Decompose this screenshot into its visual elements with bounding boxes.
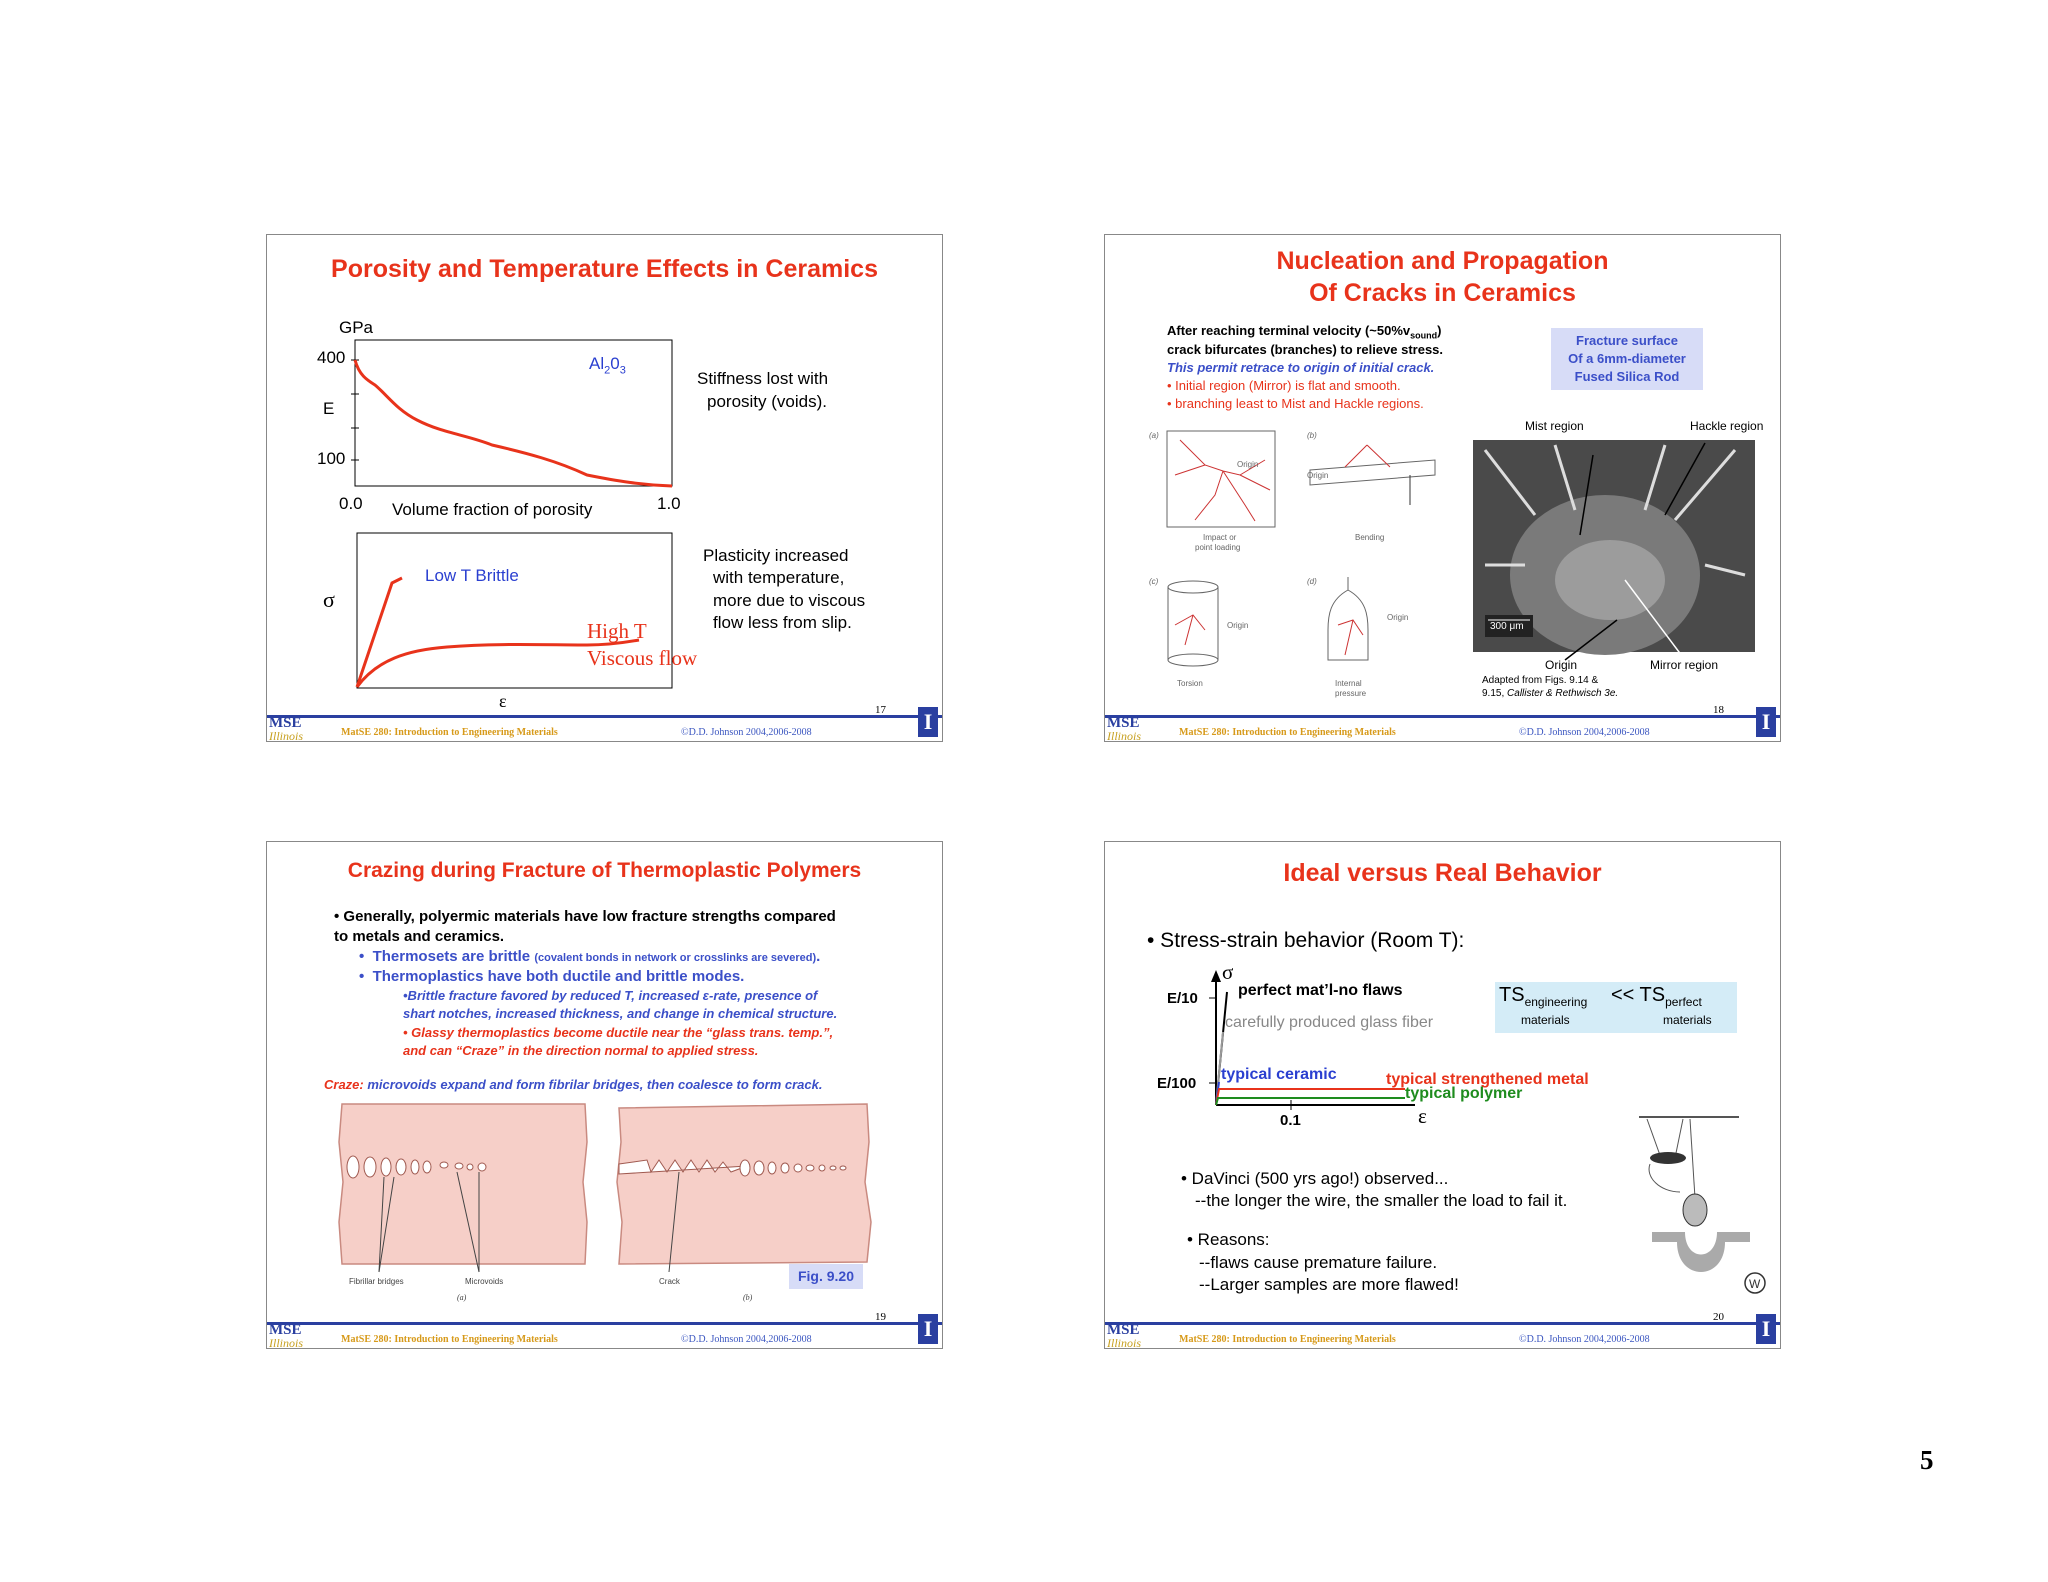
glassy-sub-2: and can “Craze” in the direction normal to applied stress. <box>403 1043 759 1058</box>
course-name: MatSE 280: Introduction to Engineering Materials <box>341 1334 558 1345</box>
adapted-caption-2: 9.15, Callister & Rethwisch 3e. <box>1482 688 1619 699</box>
glass-fiber-label: carefully produced glass fiber <box>1225 1014 1434 1031</box>
origin-region-label: Origin <box>1545 658 1578 672</box>
brittle-sub-1: •Brittle fracture favored by reduced T, increased ε-rate, presence of <box>403 988 818 1003</box>
illinois-logo: Illinois <box>269 1336 304 1349</box>
illinois-i-icon: I <box>918 1314 938 1344</box>
bifurcate-text: crack bifurcates (branches) to relieve stress. <box>1167 342 1444 357</box>
intro-line-1: • Generally, polyermic materials have low fracture strengths compared <box>334 908 836 925</box>
slide-18 <box>1104 234 1781 742</box>
course-name: MatSE 280: Introduction to Engineering Materials <box>1179 727 1396 738</box>
materials-label-2: materials <box>1663 1013 1712 1027</box>
x-axis-label: Volume fraction of porosity <box>392 500 593 519</box>
epsilon-label: ε <box>1418 1104 1427 1128</box>
velocity-text: After reaching terminal velocity $(\sim 50\%v_{sound})$ <box>1167 323 1442 341</box>
slide-title: Ideal versus Real Behavior <box>1283 859 1602 887</box>
materials-label-1: materials <box>1521 1013 1570 1027</box>
glassy-sub-1: • Glassy thermoplastics become ductile near the “glass trans. temp.”, <box>403 1025 834 1040</box>
davinci-line-2: --the longer the wire, the smaller the load to fail it. <box>1195 1191 1568 1210</box>
thermosets-bullet: • Thermosets are brittle (covalent bonds in network or crosslinks are severed). <box>359 948 821 965</box>
stiffness-curve <box>355 360 672 486</box>
stiffness-note-2: porosity (voids). <box>707 392 827 411</box>
slide-footer <box>267 1311 942 1349</box>
intro-line-2: to metals and ceramics. <box>334 928 505 945</box>
fracture-surface-box: Fracture surface Of a 6mm-diameter Fused Silica Rod <box>1551 328 1703 390</box>
slide-footer <box>1105 1311 1780 1349</box>
slide-title: Crazing during Fracture of Thermoplastic Polymers <box>347 859 862 882</box>
davinci-line-1: • DaVinci (500 yrs ago!) observed... <box>1181 1169 1449 1188</box>
perfect-label: perfect mat’l-no flaws <box>1238 982 1403 999</box>
plasticity-note-1: Plasticity increased <box>703 546 849 565</box>
y-tick-100: 100 <box>317 449 346 468</box>
high-t-label: High T <box>587 619 647 643</box>
crazing-figure <box>267 842 943 1312</box>
retrace-text: This permit retrace to origin of initial crack. <box>1167 360 1435 375</box>
reason-1: --flaws cause premature failure. <box>1199 1253 1438 1272</box>
slide-number: 20 <box>1713 1311 1724 1323</box>
mirror-bullet: • Initial region (Mirror) is flat and smooth. <box>1167 378 1401 393</box>
course-name: MatSE 280: Introduction to Engineering Materials <box>1179 1334 1396 1345</box>
slide-footer <box>1105 704 1780 742</box>
plasticity-note-2: with temperature, <box>713 568 845 587</box>
ceramic-label: typical ceramic <box>1221 1066 1337 1083</box>
origin-d-label: Origin <box>1387 613 1409 622</box>
fig-b-label: (b) <box>1307 431 1317 440</box>
x-tick-1: 1.0 <box>657 494 681 513</box>
mirror-region-label: Mirror region <box>1650 658 1719 672</box>
plasticity-note-4: flow less from slip. <box>713 613 852 632</box>
illinois-logo: Illinois <box>1107 1336 1142 1349</box>
craze-definition: Craze: microvoids expand and form fibrilar bridges, then coalesce to form crack. <box>324 1077 823 1092</box>
e100-label: E/100 <box>1157 1075 1197 1092</box>
epsilon-label: ε <box>499 691 507 711</box>
illinois-logo: Illinois <box>269 729 304 742</box>
illinois-logo: Illinois <box>1107 729 1142 742</box>
origin-a-label: Origin <box>1237 460 1259 469</box>
copyright: ©D.D. Johnson 2004,2006-2008 <box>1519 1334 1650 1345</box>
x-tick-0: 0.0 <box>339 494 363 513</box>
e-axis-label: E <box>323 399 335 418</box>
bending-label: Bending <box>1355 533 1385 542</box>
stress-strain-bullet: • Stress-strain behavior (Room T): <box>1147 929 1465 952</box>
fibrillar-bridges-label: Fibrillar bridges <box>349 1277 404 1286</box>
torsion-label: Torsion <box>1177 679 1203 688</box>
plasticity-note-3: more due to viscous <box>713 591 866 610</box>
hackle-region-label: Hackle region <box>1690 419 1764 433</box>
x-tick-label: 0.1 <box>1280 1112 1301 1129</box>
polymer-label: typical polymer <box>1405 1085 1523 1102</box>
ts-engineering: $TS_{engineering}$ <box>1499 984 1588 1009</box>
course-name: MatSE 280: Introduction to Engineering Materials <box>341 727 558 738</box>
fig-a-label: (a) <box>1149 431 1159 440</box>
fig-a-label: (a) <box>457 1293 467 1302</box>
microvoids-label: Microvoids <box>465 1277 504 1286</box>
slide-number: 19 <box>875 1311 886 1323</box>
slide-17 <box>266 234 943 742</box>
fig-c-label: (c) <box>1149 577 1159 586</box>
slide-title-line-2: Of Cracks in Ceramics <box>1309 279 1576 307</box>
brittle-curve <box>357 578 402 687</box>
mse-logo: MSE <box>269 715 302 731</box>
mse-logo: MSE <box>1107 1322 1140 1338</box>
davinci-wire-sketch <box>1105 842 1781 1312</box>
slide-20 <box>1104 841 1781 1349</box>
slide-title-line-1: Nucleation and Propagation <box>1276 247 1609 275</box>
slide-footer <box>267 704 942 742</box>
reasons-heading: • Reasons: <box>1187 1230 1270 1249</box>
y-tick-400: 400 <box>317 348 346 367</box>
slide-19 <box>266 841 943 1349</box>
reason-2: --Larger samples are more flawed! <box>1199 1275 1459 1294</box>
copyright: ©D.D. Johnson 2004,2006-2008 <box>681 727 812 738</box>
origin-b-label: Origin <box>1307 471 1329 480</box>
illinois-i-icon: I <box>918 707 938 737</box>
crack-label: Crack <box>659 1277 680 1286</box>
sigma-label: σ <box>323 587 335 612</box>
low-t-label: Low T Brittle <box>425 566 519 585</box>
sigma-label: σ <box>1222 960 1234 984</box>
material-label: $Al_20_3$ <box>589 354 626 377</box>
fig-d-label: (d) <box>1307 577 1317 586</box>
illinois-i-icon: I <box>1756 1314 1776 1344</box>
brittle-sub-2: shart notches, increased thickness, and change in chemical structure. <box>403 1006 838 1021</box>
mse-logo: MSE <box>269 1322 302 1338</box>
slide-title: Porosity and Temperature Effects in Ceramics <box>331 255 878 283</box>
illinois-i-icon: I <box>1756 707 1776 737</box>
svg-text:W: W <box>1749 1277 1761 1291</box>
mse-logo: MSE <box>1107 715 1140 731</box>
e10-label: E/10 <box>1167 990 1198 1007</box>
impact-label: Impact or <box>1203 533 1237 542</box>
slide-number: 17 <box>875 704 886 716</box>
slide-number: 18 <box>1713 704 1724 716</box>
internal-label: Internal <box>1335 679 1362 688</box>
fig-b-label: (b) <box>743 1293 753 1302</box>
mist-bullet: • branching least to Mist and Hackle regions. <box>1167 396 1424 411</box>
figure-number-box: Fig. 9.20 <box>789 1264 863 1289</box>
crack-diagrams <box>1105 235 1781 705</box>
stiffness-note-1: Stiffness lost with <box>697 369 829 388</box>
ts-perfect: << $TS_{perfect}$ <box>1611 984 1702 1009</box>
scale-bar-label: 300 μm <box>1490 621 1524 632</box>
viscous-flow-label: Viscous flow <box>587 646 698 670</box>
mist-region-label: Mist region <box>1525 419 1584 433</box>
pressure-label: pressure <box>1335 689 1367 698</box>
impact-label-2: point loading <box>1195 543 1241 552</box>
copyright: ©D.D. Johnson 2004,2006-2008 <box>681 1334 812 1345</box>
origin-c-label: Origin <box>1227 621 1249 630</box>
adapted-caption-1: Adapted from Figs. 9.14 & <box>1482 675 1599 686</box>
y-unit-label: GPa <box>339 318 374 337</box>
copyright: ©D.D. Johnson 2004,2006-2008 <box>1519 727 1650 738</box>
page-number: 5 <box>1920 1445 1934 1475</box>
metal-label: typical strengthened metal <box>1386 1071 1589 1088</box>
thermoplastics-bullet: • Thermoplastics have both ductile and brittle modes. <box>359 968 745 985</box>
